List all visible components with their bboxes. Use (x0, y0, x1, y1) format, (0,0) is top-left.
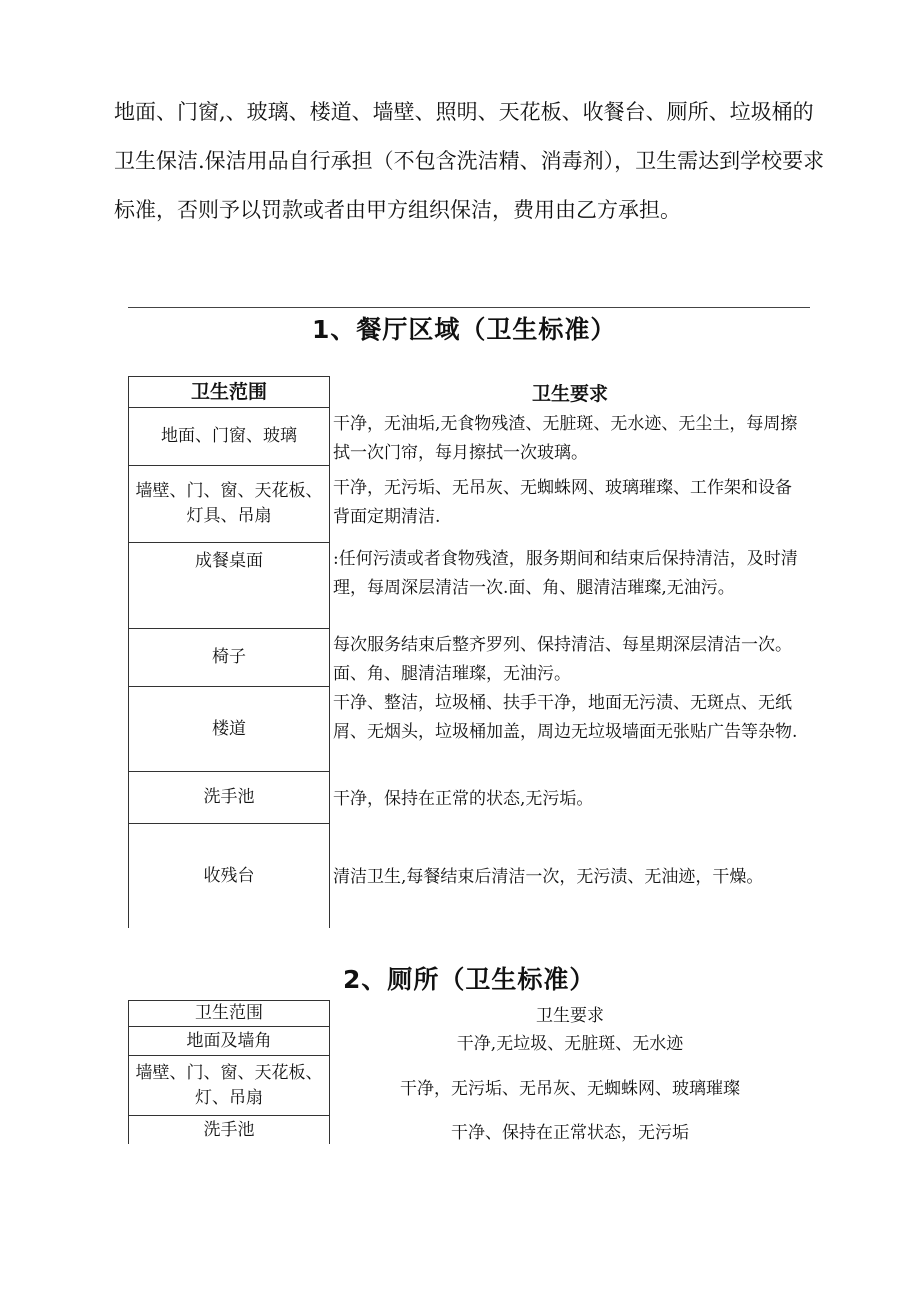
table-row-requirement: 干净、整洁，垃圾桶、扶手干净，地面无污渍、无斑点、无纸屑、无烟头，垃圾桶加盖，周边无垃圾墙面无张贴广告等杂物. (333, 693, 798, 742)
table-row-requirement: 干净，无污垢、无吊灰、无蜘蛛网、玻璃璀璨、工作架和设备背面定期清洁. (333, 478, 792, 527)
table-row-scope: 地面、门窗、玻璃 (128, 408, 330, 466)
table-row-scope: 收残台 (128, 824, 330, 928)
table-row-scope: 椅子 (128, 629, 330, 687)
table-header-scope: 卫生范围 (128, 376, 330, 408)
table-row-scope: 墙壁、门、窗、天花板、灯、吊扇 (128, 1056, 330, 1116)
table-row-scope: 成餐桌面 (128, 543, 330, 629)
table-header-requirement: 卫生要求 (536, 1006, 604, 1026)
table-row-requirement: 干净，保持在正常的状态,无污垢。 (333, 788, 594, 809)
table-header-scope: 卫生范围 (128, 1000, 330, 1027)
table-row-requirement: 干净,无垃圾、无脏斑、无水迹 (456, 1034, 684, 1054)
table-row-requirement: 干净，无污垢、无吊灰、无蜘蛛网、玻璃璀璨 (400, 1078, 740, 1099)
table-row-scope: 墙壁、门、窗、天花板、灯具、吊扇 (128, 466, 330, 543)
section1-title: 1、餐厅区域（卫生标准） (312, 315, 617, 344)
table-row-requirement: 干净，无油垢,无食物残渣、无脏斑、无水迹、无尘土，每周擦拭一次门帘，每月擦拭一次玻璃。 (333, 414, 798, 463)
table-row-scope: 洗手池 (128, 772, 330, 824)
table-header-requirement: 卫生要求 (531, 383, 608, 405)
table-row-scope: 洗手池 (128, 1116, 330, 1144)
table-row-requirement: 每次服务结束后整齐罗列、保持清洁、每星期深层清洁一次。面、角、腿清洁璀璨，无油污。 (333, 635, 792, 684)
section2-title: 2、厕所（卫生标准） (343, 965, 596, 994)
table-row-requirement: 清洁卫生,每餐结束后清洁一次，无污渍、无油迹，干燥。 (333, 866, 764, 887)
table-row-requirement: 干净、保持在正常状态，无污垢 (451, 1122, 689, 1143)
table-row-requirement: :任何污渍或者食物残渣，服务期间和结束后保持清洁，及时清理，每周深层清洁一次.面、角、腿清洁璀璨,无油污。 (333, 549, 798, 598)
table-row-scope: 楼道 (128, 687, 330, 772)
intro-paragraph: 地面、门窗,、玻璃、楼道、墙壁、照明、天花板、收餐台、厕所、垃圾桶的卫生保洁.保洁用品自行承担（不包含洗洁精、消毒剂），卫生需达到学校要求标准，否则予以罚款或者由甲方组织保洁，费用由乙方承担。 (114, 100, 825, 222)
table-row-scope: 地面及墙角 (128, 1027, 330, 1056)
